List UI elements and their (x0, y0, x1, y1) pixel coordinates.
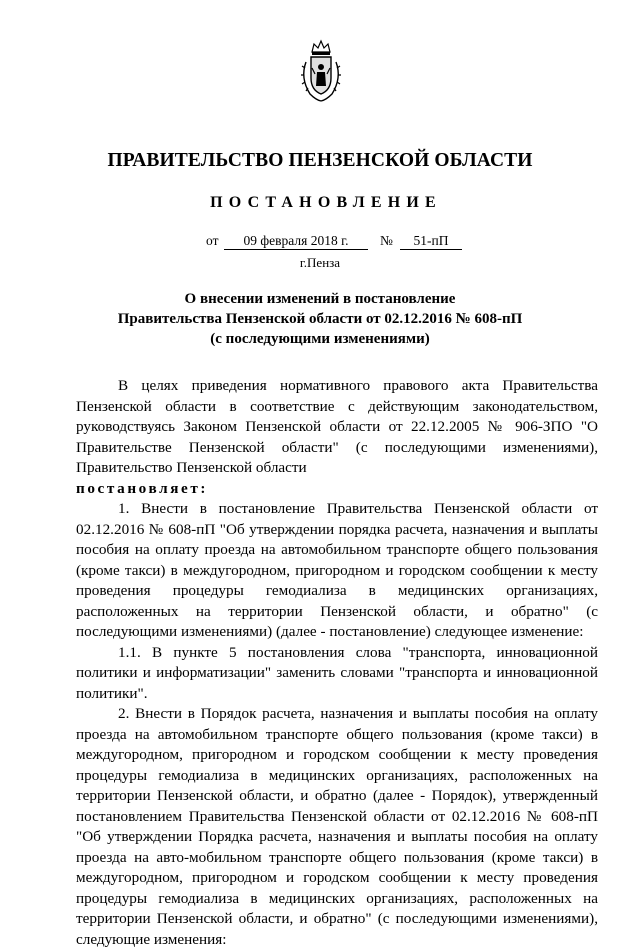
subject-line: О внесении изменений в постановление (184, 291, 456, 307)
resolves-word-line (76, 479, 598, 500)
item-2-paragraph: 2. Внести в Порядок расчета, назначения и выплаты пособия на оплату проезда на автомобильном транспорте общего пользования (кроме такси) в междугородном, пригородном и городском сообщении к месту проведения процедуры гемодиализа в медицинских организациях, расположенных на территории Пензенской области, и обратно (далее - Порядок), утвержденный постановлением Правительства Пензенской области от 02.12.2016 № 608-пП "Об утверждении Порядка расчета, назначения и выплаты пособия на оплату проезда на авто-мобильном транспорте общего пользования (кроме такси) в междугородном, пригородном и городском сообщении к месту проведения процедуры гемодиализа в медицинских организациях, расположенных на территории Пензенской области, и обратно" (с последующими изменениями), следующие изменения: (76, 705, 598, 948)
date-prefix: от (206, 233, 219, 248)
number-sign: № (380, 233, 393, 248)
document-number: 51-пП (400, 233, 462, 250)
document-type: ПОСТАНОВЛЕНИЕ (210, 194, 442, 211)
document-subject (0, 289, 640, 349)
document-body (76, 376, 598, 950)
document-date: 09 февраля 2018 г. (224, 233, 368, 250)
coat-of-arms-emblem (296, 38, 346, 102)
subject-line: (с последующими изменениями) (210, 331, 430, 347)
preamble-paragraph: В целях приведения нормативного правового акта Правительства Пензенской области в соответствие с действующим законодательством, руководствуясь Законом Пензенской области от 22.12.2005 № 906-ЗПО "О Правительстве Пензенской области" (с последующими изменениями), Правительство Пензенской области (76, 377, 598, 476)
subject-line: Правительства Пензенской области от 02.12.2016 № 608-пП (117, 311, 523, 327)
item-1-paragraph: 1. Внести в постановление Правительства Пензенской области от 02.12.2016 № 608-пП "Об утверждении порядка расчета, назначения и выплаты пособия на оплату проезда на автомобильном транспорте общего пользования (кроме такси) в междугородном, пригородном и городском сообщении к месту проведения процедуры гемодиализа в медицинских организациях, расположенных на территории Пензенской области, и обратно" (с последующими изменениями) (далее - постановление) следующее изменение: (76, 500, 598, 640)
item-1-1-paragraph: 1.1. В пункте 5 постановления слова "транспорта, инновационной политики и информатизации" заменить словами "транспорта и инновационной политики". (76, 643, 598, 702)
government-title: ПРАВИТЕЛЬСТВО ПЕНЗЕНСКОЙ ОБЛАСТИ (107, 150, 533, 171)
resolves-word: постановляет: (76, 479, 209, 497)
city: г.Пенза (299, 255, 341, 270)
